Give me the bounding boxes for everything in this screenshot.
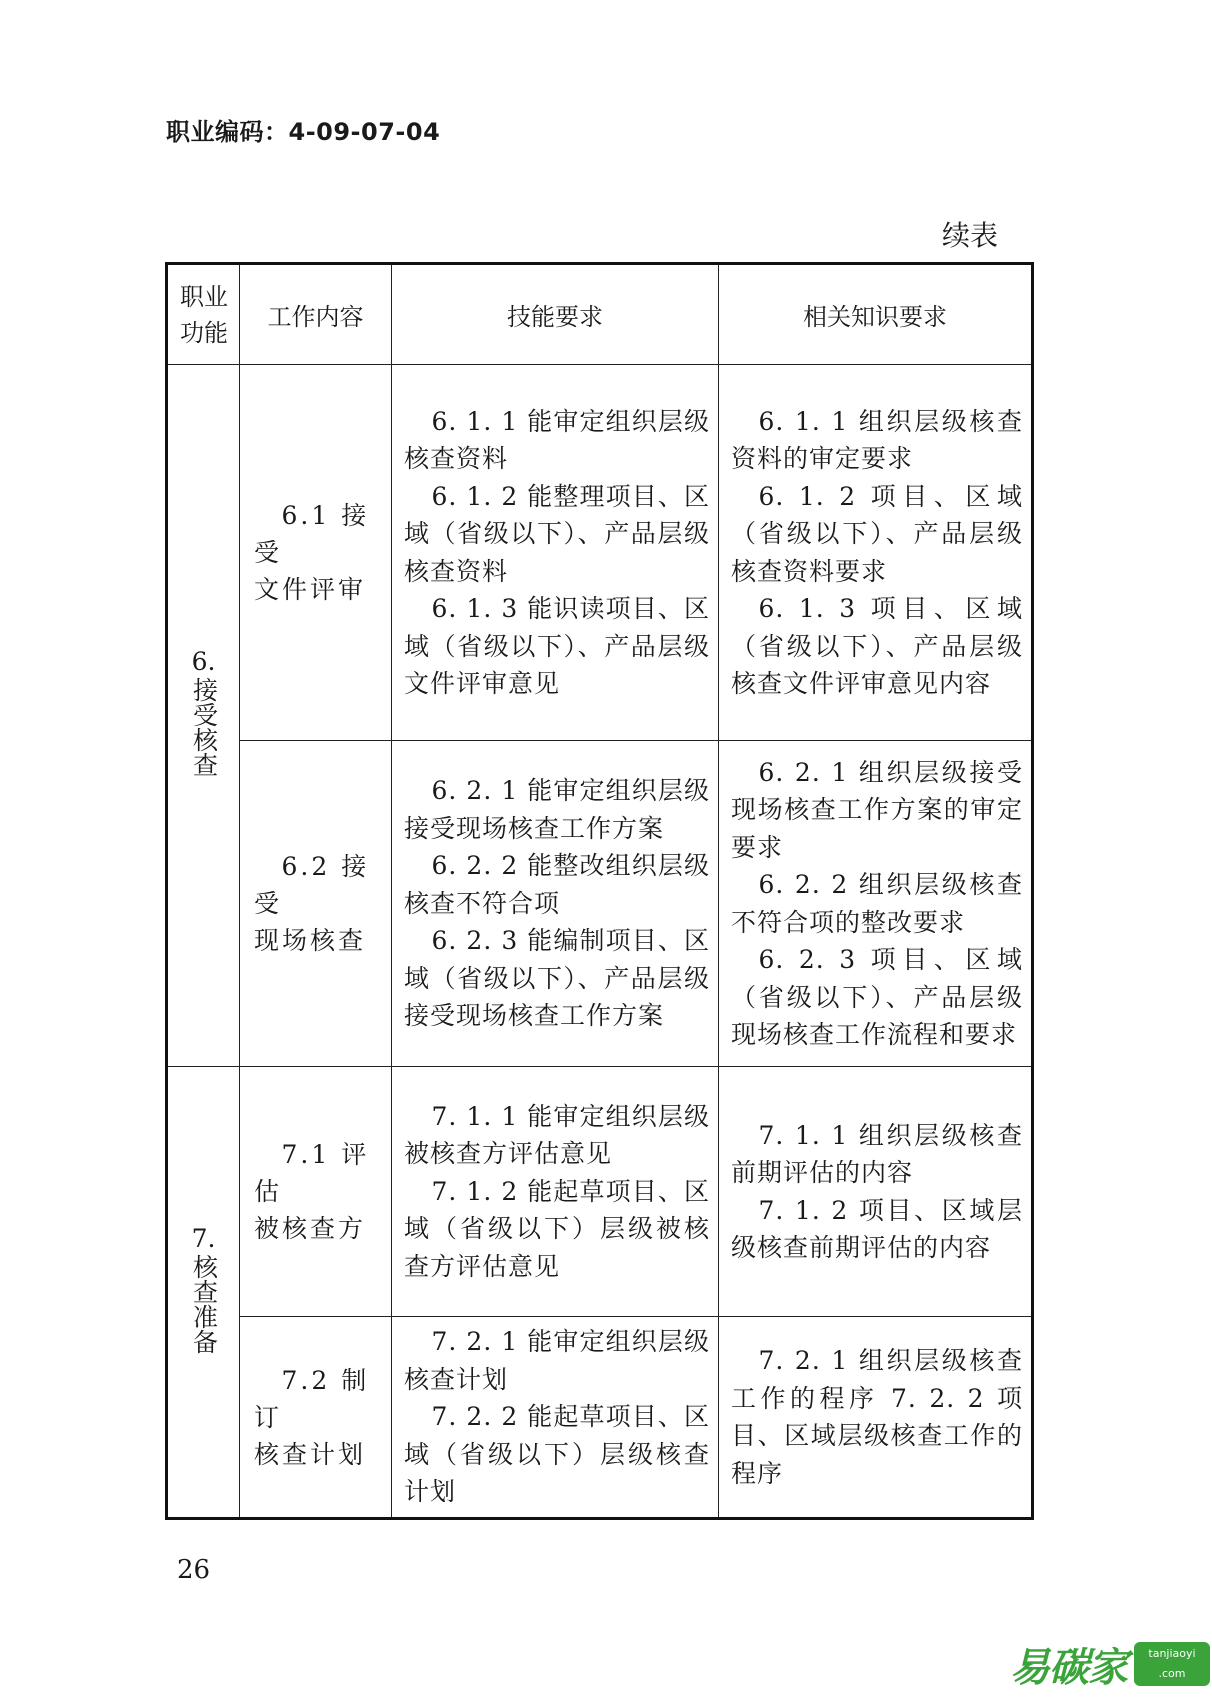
table-row — [167, 1067, 1033, 1317]
function-cell: 6. 接受核查 — [167, 365, 240, 1067]
watermark-logo — [1010, 1634, 1210, 1694]
work-content-cell: 6.2 接受 现场核查 — [240, 741, 392, 1067]
header-work-content: 工作内容 — [240, 264, 392, 365]
header-knowledge-requirements: 相关知识要求 — [719, 264, 1033, 365]
watermark-brand: 易碳家 — [1010, 1645, 1127, 1691]
page-number: 26 — [177, 1555, 211, 1585]
header-function: 职业 功能 — [167, 264, 240, 365]
continued-table-label: 续表 — [942, 219, 999, 252]
table-row — [167, 741, 1033, 1067]
skill-cell: 7. 1. 1 能审定组织层级被核查方评估意见 7. 1. 2 能起草项目、区域（省级以下）层级被核查方评估意见 — [392, 1067, 719, 1317]
knowledge-cell: 6. 1. 1 组织层级核查资料的审定要求 6. 1. 2 项目、区域（省级以下）、产品层级核查资料要求 6. 1. 3 项目、区域（省级以下）、产品层级核查文件评审意见内容 — [719, 365, 1033, 741]
knowledge-cell: 6. 2. 1 组织层级接受现场核查工作方案的审定要求 6. 2. 2 组织层级核查不符合项的整改要求 6. 2. 3 项目、区域（省级以下）、产品层级现场核查工作流程和要求 — [719, 741, 1033, 1067]
table-row — [167, 365, 1033, 741]
table-row — [167, 1317, 1033, 1519]
function-cell: 7. 核查准备 — [167, 1067, 240, 1519]
work-content-cell: 7.2 制订 核查计划 — [240, 1317, 392, 1519]
skill-cell: 6. 2. 1 能审定组织层级接受现场核查工作方案 6. 2. 2 能整改组织层级核查不符合项 6. 2. 3 能编制项目、区域（省级以下）、产品层级接受现场核查工作方案 — [392, 741, 719, 1067]
watermark-domain-badge: tanjiaoyi .com — [1134, 1642, 1210, 1686]
skills-table — [165, 262, 1034, 1520]
work-content-cell: 7.1 评估 被核查方 — [240, 1067, 392, 1317]
skill-cell: 6. 1. 1 能审定组织层级核查资料 6. 1. 2 能整理项目、区域（省级以下）、产品层级核查资料 6. 1. 3 能识读项目、区域（省级以下）、产品层级文件评审意见 — [392, 365, 719, 741]
skill-cell: 7. 2. 1 能审定组织层级核查计划 7. 2. 2 能起草项目、区域（省级以下）层级核查计划 — [392, 1317, 719, 1519]
table-header-row — [167, 264, 1033, 365]
occupation-code: 职业编码：4-09-07-04 — [166, 118, 441, 146]
knowledge-cell: 7. 2. 1 组织层级核查工作的程序 7. 2. 2 项目、区域层级核查工作的程序 — [719, 1317, 1033, 1519]
work-content-cell: 6.1 接受 文件评审 — [240, 365, 392, 741]
header-skill-requirements: 技能要求 — [392, 264, 719, 365]
knowledge-cell: 7. 1. 1 组织层级核查前期评估的内容 7. 1. 2 项目、区域层级核查前期评估的内容 — [719, 1067, 1033, 1317]
